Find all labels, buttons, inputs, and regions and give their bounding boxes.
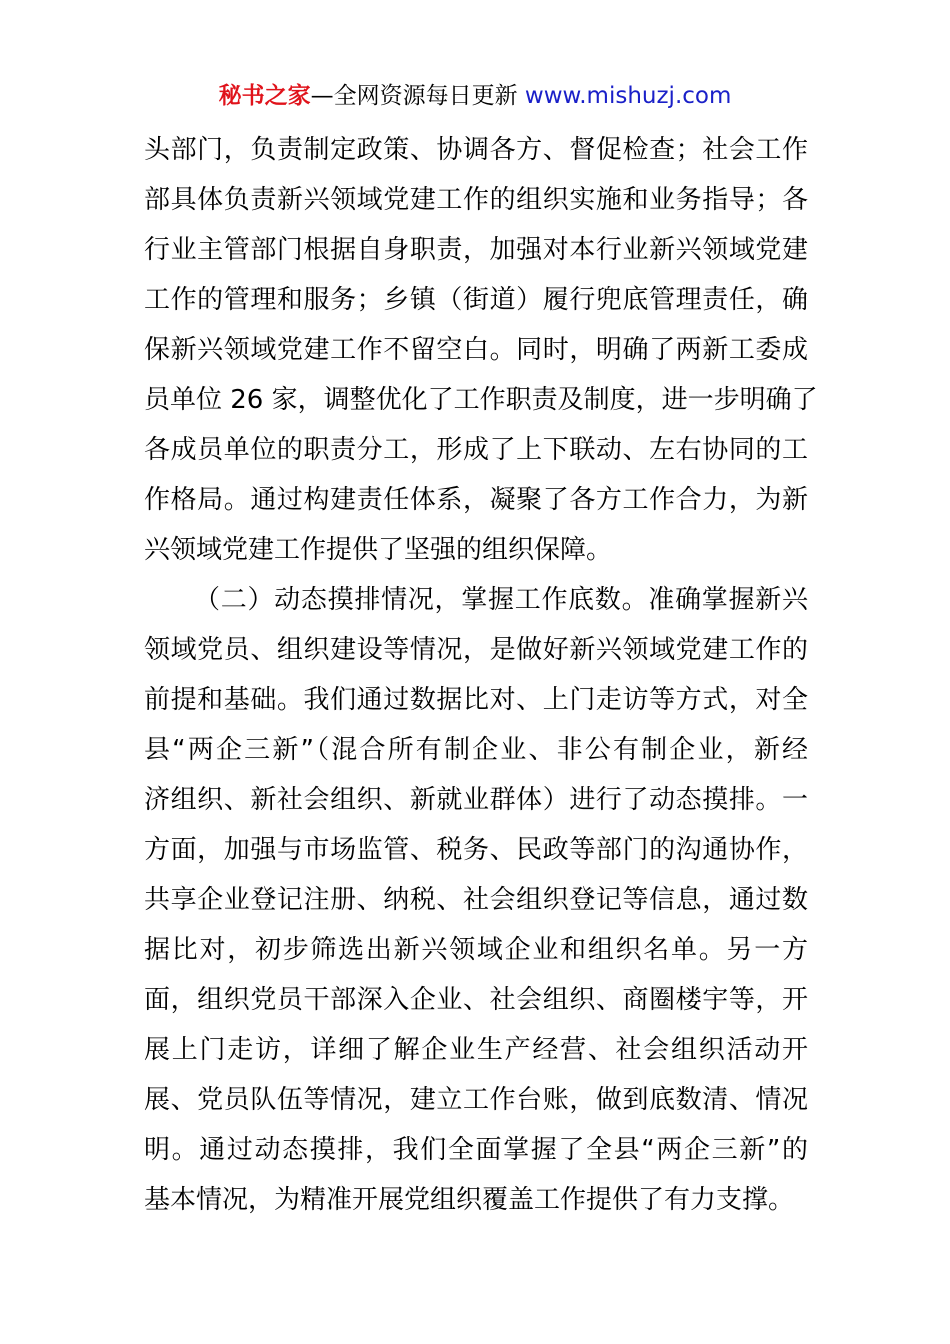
text-line: 保新兴领域党建工作不留空白。同时，明确了两新工委成 xyxy=(144,335,808,365)
text-line: 基本情况，为精准开展党组织覆盖工作提供了有力支撑。 xyxy=(144,1185,795,1215)
text-line: 县“两企三新”（混合所有制企业、非公有制企业，新经 xyxy=(144,735,808,765)
text-line: 行业主管部门根据自身职责，加强对本行业新兴领域党建 xyxy=(144,235,808,265)
text-line: 济组织、新社会组织、新就业群体）进行了动态摸排。一 xyxy=(144,785,808,815)
text-line: 明。通过动态摸排，我们全面掌握了全县“两企三新”的 xyxy=(144,1135,808,1165)
text-line: 共享企业登记注册、纳税、社会组织登记等信息，通过数 xyxy=(144,885,808,915)
header-brand: 秘书之家 xyxy=(218,83,311,109)
text-line: 前提和基础。我们通过数据比对、上门走访等方式，对全 xyxy=(144,685,808,715)
text-line: 各成员单位的职责分工，形成了上下联动、左右协同的工 xyxy=(144,435,808,465)
section-heading-line: （二）动态摸排情况，掌握工作底数。准确掌握新兴 xyxy=(194,585,808,615)
document-body xyxy=(144,125,818,1225)
text-line: 领域党员、组织建设等情况，是做好新兴领域党建工作的 xyxy=(144,635,808,665)
page-header xyxy=(0,78,950,114)
header-url[interactable]: www.mishuzj.com xyxy=(524,83,732,109)
text-line: 工作的管理和服务；乡镇（街道）履行兜底管理责任，确 xyxy=(144,285,808,315)
text-line: 头部门，负责制定政策、协调各方、督促检查；社会工作 xyxy=(144,135,808,165)
text-line: 兴领域党建工作提供了坚强的组织保障。 xyxy=(144,535,613,565)
text-line: 作格局。通过构建责任体系，凝聚了各方工作合力，为新 xyxy=(144,485,808,515)
text-line: 方面，加强与市场监管、税务、民政等部门的沟通协作， xyxy=(144,835,808,865)
text-line: 员单位 26 家，调整优化了工作职责及制度，进一步明确了 xyxy=(144,385,818,415)
text-line: 部具体负责新兴领域党建工作的组织实施和业务指导；各 xyxy=(144,185,808,215)
text-line: 面，组织党员干部深入企业、社会组织、商圈楼宇等，开 xyxy=(144,985,808,1015)
header-tagline: —全网资源每日更新 xyxy=(310,83,525,109)
text-line: 展上门走访，详细了解企业生产经营、社会组织活动开 xyxy=(144,1035,808,1065)
text-line: 据比对，初步筛选出新兴领域企业和组织名单。另一方 xyxy=(144,935,808,965)
text-line: 展、党员队伍等情况，建立工作台账，做到底数清、情况 xyxy=(144,1085,808,1115)
